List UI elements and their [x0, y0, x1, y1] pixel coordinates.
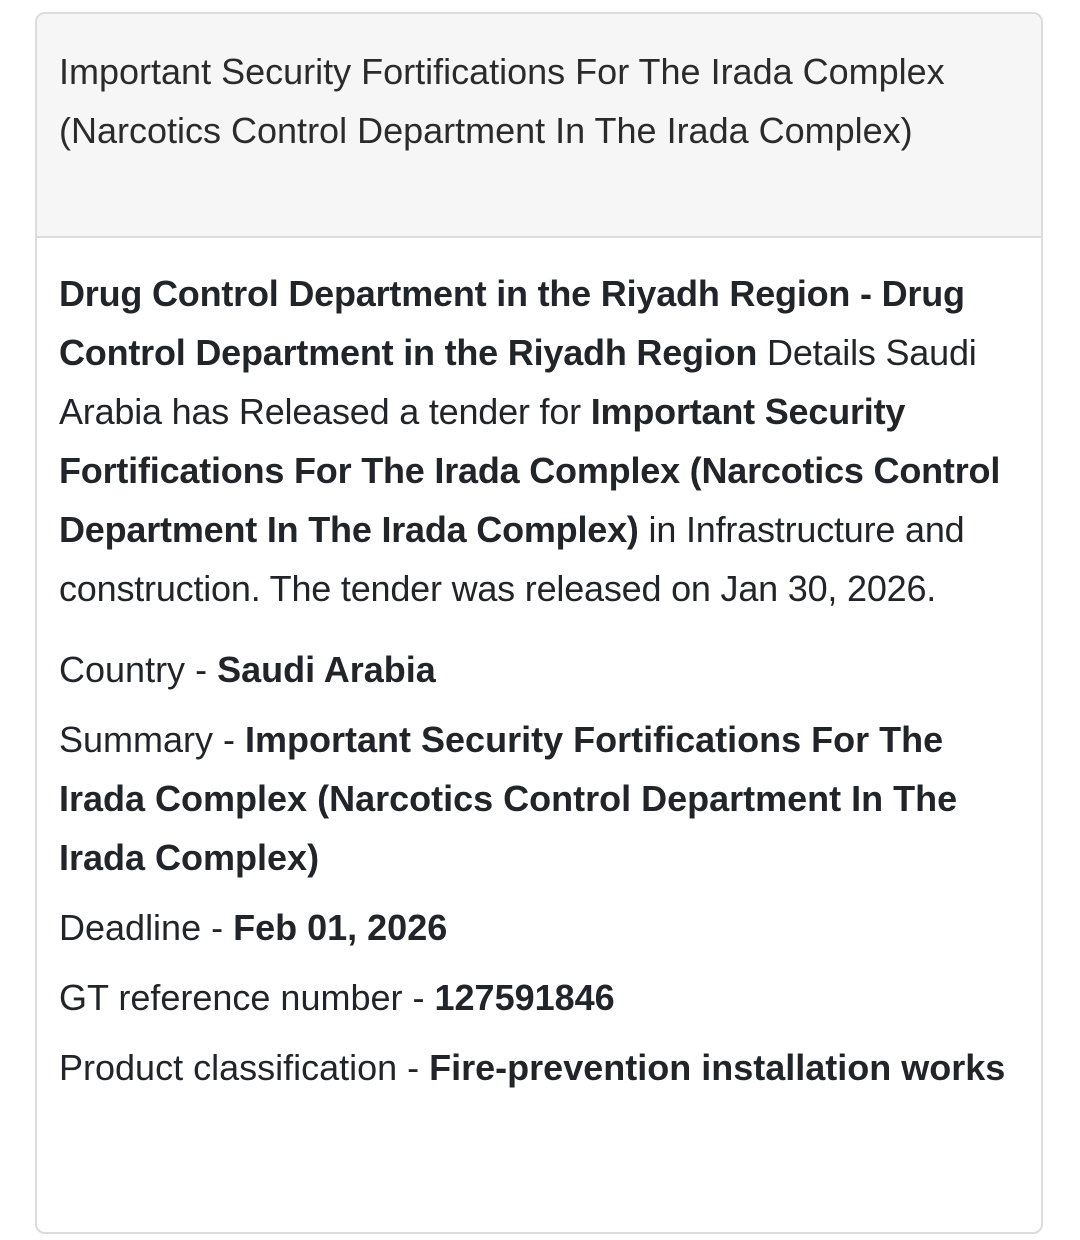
field-label: Deadline: [59, 907, 202, 948]
field-gt-reference-number: [59, 968, 1017, 1027]
field-separator: -: [397, 1047, 430, 1088]
description-tender-title: Important Security Fortifications For The Irada Complex (Narcotics Control Department In The Irada Complex): [59, 391, 1001, 550]
tender-card: [35, 12, 1043, 1234]
field-value: 127591846: [434, 977, 615, 1018]
description-text-2: in Infrastructure and construction. The tender was released on Jan 30, 2026.: [59, 509, 965, 609]
field-product-classification: [59, 1038, 1017, 1097]
field-label: Country: [59, 649, 186, 690]
tender-card-header: [37, 14, 1041, 238]
field-value: Fire-prevention installation works: [429, 1047, 1006, 1088]
field-deadline: [59, 898, 1017, 957]
field-separator: -: [185, 649, 218, 690]
description-text-1: Details Saudi Arabia has Released a tender for: [59, 332, 977, 432]
field-summary: [59, 710, 1017, 887]
field-separator: -: [201, 907, 234, 948]
field-value: Important Security Fortifications For The Irada Complex (Narcotics Control Department In The Irada Complex): [59, 719, 958, 878]
tender-card-body: [37, 238, 1041, 1097]
field-label: Summary: [59, 719, 214, 760]
field-value: Saudi Arabia: [217, 649, 436, 690]
field-value: Feb 01, 2026: [233, 907, 448, 948]
tender-title: Important Security Fortifications For The Irada Complex (Narcotics Control Department In The Irada Complex): [59, 51, 945, 151]
field-separator: -: [402, 977, 435, 1018]
tender-description: [59, 264, 1017, 618]
field-separator: -: [213, 719, 246, 760]
field-country: [59, 640, 1017, 699]
field-label: GT reference number: [59, 977, 403, 1018]
field-label: Product classification: [59, 1047, 398, 1088]
agency-name: Drug Control Department in the Riyadh Region - Drug Control Department in the Riyadh Region: [59, 273, 965, 373]
